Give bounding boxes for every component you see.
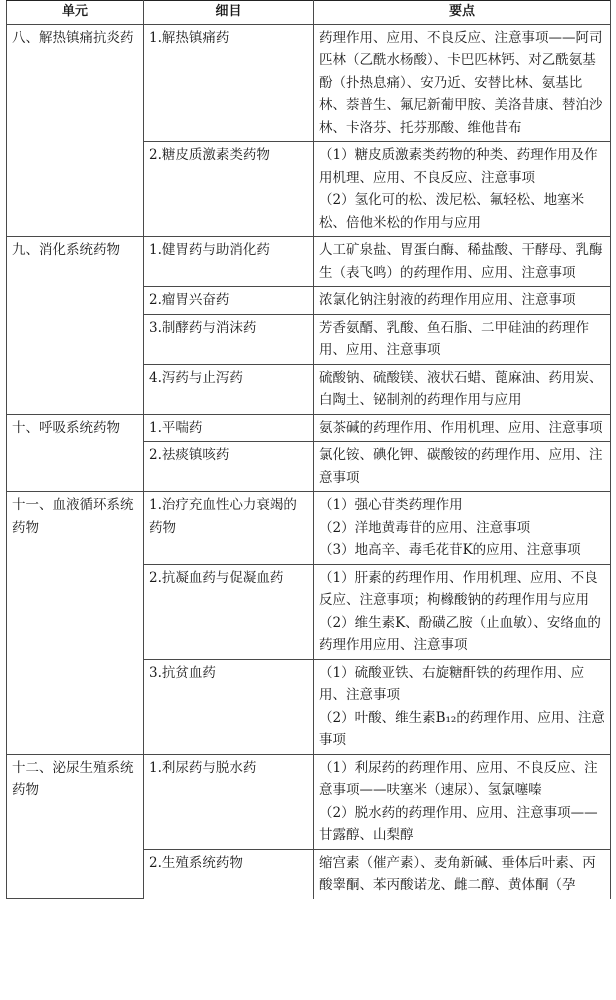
points-cell [314,754,611,849]
point-text: 氨茶碱的药理作用、作用机理、应用、注意事项 [319,419,603,436]
item-cell: 3.抗贫血药 [144,659,314,754]
points-cell [314,287,611,315]
header-unit: 单元 [7,1,144,25]
point-text: 缩宫素（催产素）、麦角新碱、垂体后叶素、丙酸睾酮、苯丙酸诺龙、雌二醇、黄体酮（孕 [319,854,596,893]
item-cell: 1.解热镇痛药 [144,24,314,142]
point-text: （1）硫酸亚铁、右旋糖酐铁的药理作用、应用、注意事项 [319,664,585,703]
syllabus-table [6,0,611,899]
point-text: （1）糖皮质激素类药物的种类、药理作用及作用机理、应用、不良反应、注意事项 [319,147,598,186]
point-text: （2）脱水药的药理作用、应用、注意事项——甘露醇、山梨醇 [319,804,598,843]
table-row [7,492,611,565]
item-cell: 2.抗凝血药与促凝血药 [144,564,314,659]
points-cell [314,237,611,287]
unit-cell: 十、呼吸系统药物 [7,414,144,492]
point-text: 芳香氨醑、乳酸、鱼石脂、二甲硅油的药理作用、应用、注意事项 [319,319,589,358]
item-cell: 3.制酵药与消沫药 [144,314,314,364]
point-text: （1）肝素的药理作用、作用机理、应用、不良反应、注意事项；枸橼酸钠的药理作用与应用 [319,569,598,608]
unit-cell: 九、消化系统药物 [7,237,144,415]
point-text: 氯化铵、碘化钾、碳酸铵的药理作用、应用、注意事项 [319,447,603,486]
point-text: 药理作用、应用、不良反应、注意事项——阿司匹林（乙酰水杨酸）、卡巴匹林钙、对乙酰氨基酚（扑热息痛）、安乃近、安替比林、氨基比林、萘普生、氟尼新葡甲胺、美洛昔康、替泊沙林、卡洛芬、托芬那酸、维他昔布 [319,29,603,136]
unit-cell: 十一、血液循环系统药物 [7,492,144,755]
point-text: （2）维生素K、酚磺乙胺（止血敏）、安络血的药理作用应用、注意事项 [319,614,601,653]
points-cell [314,442,611,492]
points-cell [314,414,611,442]
item-cell: 1.利尿药与脱水药 [144,754,314,849]
points-cell [314,849,611,899]
item-cell: 4.泻药与止泻药 [144,364,314,414]
points-cell [314,24,611,142]
points-cell [314,142,611,237]
table-row [7,414,611,442]
point-text: （2）氢化可的松、泼尼松、氟轻松、地塞米松、倍他米松的作用与应用 [319,192,585,231]
table-row [7,237,611,287]
item-cell: 1.治疗充血性心力衰竭的药物 [144,492,314,565]
item-cell: 1.健胃药与助消化药 [144,237,314,287]
points-cell [314,659,611,754]
table-row [7,24,611,142]
points-cell [314,364,611,414]
item-cell: 2.糖皮质激素类药物 [144,142,314,237]
header-item: 细目 [144,1,314,25]
item-cell: 2.生殖系统药物 [144,849,314,899]
table-body [7,24,611,899]
point-text: 浓氯化钠注射液的药理作用应用、注意事项 [319,292,576,308]
table-header-row [7,1,611,25]
header-points: 要点 [314,1,611,25]
point-text: （2）叶酸、维生素B₁₂的药理作用、应用、注意事项 [319,709,605,748]
point-text: （1）强心苷类药理作用 [319,497,463,513]
points-cell [314,564,611,659]
point-text: （2）洋地黄毒苷的应用、注意事项 [319,519,531,536]
points-cell [314,492,611,565]
unit-cell: 八、解热镇痛抗炎药 [7,24,144,237]
points-cell [314,314,611,364]
item-cell: 2.瘤胃兴奋药 [144,287,314,315]
unit-cell: 十二、泌尿生殖系统药物 [7,754,144,899]
item-cell: 2.祛痰镇咳药 [144,442,314,492]
table-row [7,754,611,849]
item-cell: 1.平喘药 [144,414,314,442]
point-text: 硫酸钠、硫酸镁、液状石蜡、蓖麻油、药用炭、白陶土、铋制剂的药理作用与应用 [319,369,603,408]
point-text: 人工矿泉盐、胃蛋白酶、稀盐酸、干酵母、乳酶生（表飞鸣）的药理作用、应用、注意事项 [319,242,603,281]
point-text: （1）利尿药的药理作用、应用、不良反应、注意事项——呋塞米（速尿）、氢氯噻嗪 [319,759,598,798]
point-text: （3）地高辛、毒毛花苷K的应用、注意事项 [319,542,581,558]
